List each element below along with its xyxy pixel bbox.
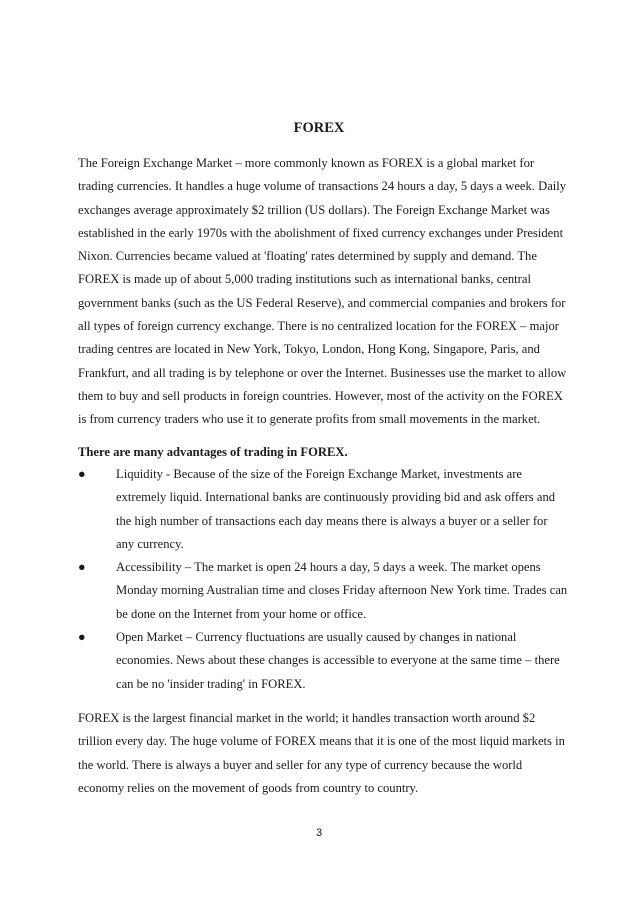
bullet-icon: ● bbox=[78, 560, 86, 575]
advantages-list bbox=[78, 463, 568, 696]
bullet-icon: ● bbox=[78, 467, 86, 481]
page-number: 3 bbox=[315, 827, 323, 839]
advantages-heading: There are many advantages of trading in FOREX. bbox=[78, 445, 348, 459]
advantage-open-market: Open Market – Currency fluctuations are usually caused by changes in national economies. News about these changes is accessible to everyone at the same time – there can be no 'insider trading' in FOREX. bbox=[116, 630, 560, 691]
advantage-liquidity: Liquidity - Because of the size of the Foreign Exchange Market, investments are extremely liquid. International banks are continuously providing bid and ask offers and the high number of transactions each day means there is always a buyer or a seller for any currency. bbox=[116, 467, 556, 551]
closing-paragraph: FOREX is the largest financial market in the world; it handles transaction worth around $2 trillion every day. The huge volume of FOREX means that it is one of the most liquid markets in the world. There is always a buyer and seller for any type of currency because the world economy relies on the movement of goods from country to country. bbox=[78, 711, 565, 795]
list-item bbox=[78, 626, 568, 696]
advantage-accessibility: Accessibility – The market is open 24 hours a day, 5 days a week. The market opens Monday morning Australian time and closes Friday afternoon New York time. Trades can be done on the Internet from your home or office. bbox=[116, 560, 568, 621]
bullet-icon: ● bbox=[78, 630, 86, 645]
intro-paragraph: The Foreign Exchange Market – more commonly known as FOREX is a global market for trading currencies. It handles a huge volume of transactions 24 hours a day, 5 days a week. Daily exchanges average approximately $2 trillion (US dollars). The Foreign Exchange Market was established in the early 1970s with the abolishment of fixed currency exchanges under President Nixon. Currencies became valued at 'floating' rates determined by supply and demand. The FOREX is made up of about 5,000 trading institutions such as international banks, central government banks (such as the US Federal Reserve), and commercial companies and brokers for all types of foreign currency exchange. There is no centralized location for the FOREX – major trading centres are located in New York, Tokyo, London, Hong Kong, Singapore, Paris, and Frankfurt, and all trading is by telephone or over the Internet. Businesses use the market to allow them to buy and sell products in foreign countries. However, most of the activity on the FOREX is from currency traders who use it to generate profits from small movements in the market. bbox=[78, 156, 567, 427]
list-item bbox=[78, 463, 568, 556]
list-item bbox=[78, 556, 568, 626]
page-title: FOREX bbox=[293, 120, 345, 136]
